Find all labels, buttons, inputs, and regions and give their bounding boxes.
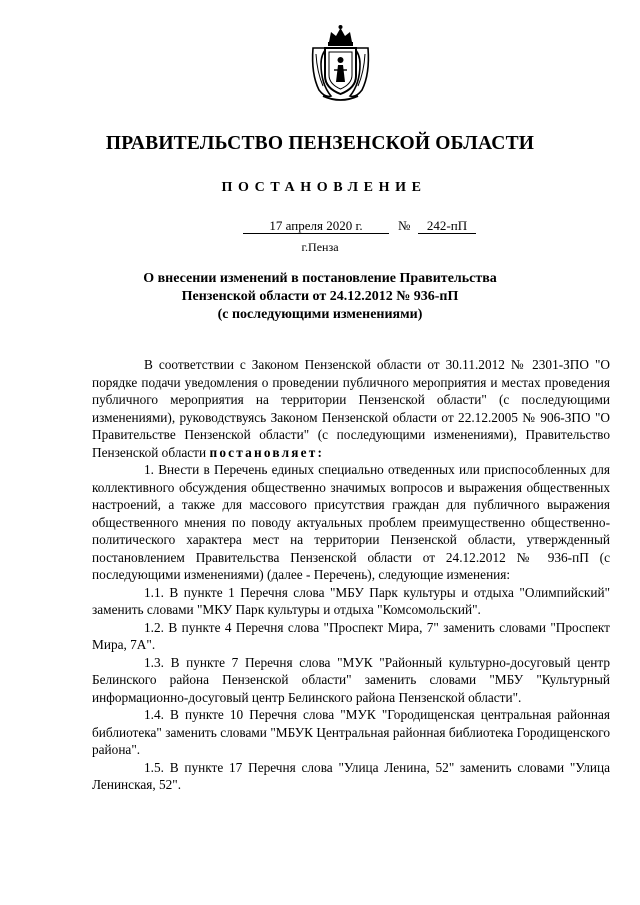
decree-date: 17 апреля 2020 г.: [243, 218, 389, 234]
decree-body: [92, 356, 610, 794]
clause-1: 1. Внести в Перечень единых специально отведенных или приспособленных для коллективного обсуждения общественно значимых вопросов и выражения общественных настроений, а также для массового присутствия граждан для публичного выражения общественного мнения по поводу актуальных проблем преимущественно общественно-политического характера мест на территории Пензенской области, утвержденный постановлением Правительства Пензенской области от 24.12.2012 № 936-пП (с последующими изменениями) (далее - Перечень), следующие изменения:: [92, 462, 610, 582]
clause-1-3: 1.3. В пункте 7 Перечня слова "МУК "Районный культурно-досуговый центр Белинского района Пензенской области" заменить словами "МБУ "Культурный информационно-досуговый центр Белинского района Пензенской области".: [92, 654, 610, 705]
subject-line-1: О внесении изменений в постановление Правительства: [143, 271, 497, 286]
decree-number: 242-пП: [418, 218, 476, 234]
clause-1-4: 1.4. В пункте 10 Перечня слова "МУК "Городищенская центральная районная библиотека" заменить словами "МБУК Центральная районная библиотека Городищенского района".: [92, 707, 610, 757]
city-name: г.Пенза: [301, 240, 339, 254]
document-type: ПОСТАНОВЛЕНИЕ: [221, 180, 427, 195]
intro-paragraph: [92, 356, 610, 461]
decree-subject: [100, 270, 540, 324]
clause-1-2: 1.2. В пункте 4 Перечня слова "Проспект Мира, 7" заменить словами "Проспект Мира, 7А".: [92, 619, 610, 652]
coat-of-arms-icon: [309, 24, 372, 104]
number-sign: №: [398, 218, 411, 233]
subject-line-2: Пензенской области от 24.12.2012 № 936-пП: [181, 289, 459, 304]
decree-word: постановляет:: [209, 444, 325, 460]
clause-1-5: 1.5. В пункте 17 Перечня слова "Улица Ленина, 52" заменить словами "Улица Ленинская, 52".: [92, 759, 610, 792]
subject-line-3: (с последующими изменениями): [217, 307, 423, 322]
clause-1-1: 1.1. В пункте 1 Перечня слова "МБУ Парк культуры и отдыха "Олимпийский" заменить словами "МКУ Парк культуры и отдыха "Комсомольский".: [92, 584, 610, 617]
intro-text: В соответствии с Законом Пензенской области от 30.11.2012 № 2301-ЗПО "О порядке подачи уведомления о проведении публичного мероприятия и местах проведения публичного мероприятия на территории Пензенской области" (с последующими изменениями), руководствуясь Законом Пензенской области от 22.12.2005 № 906-ЗПО "О Правительстве Пензенской области" (с последующими изменениями), Правительство Пензенской области: [92, 357, 610, 460]
government-title: ПРАВИТЕЛЬСТВО ПЕНЗЕНСКОЙ ОБЛАСТИ: [105, 133, 535, 154]
